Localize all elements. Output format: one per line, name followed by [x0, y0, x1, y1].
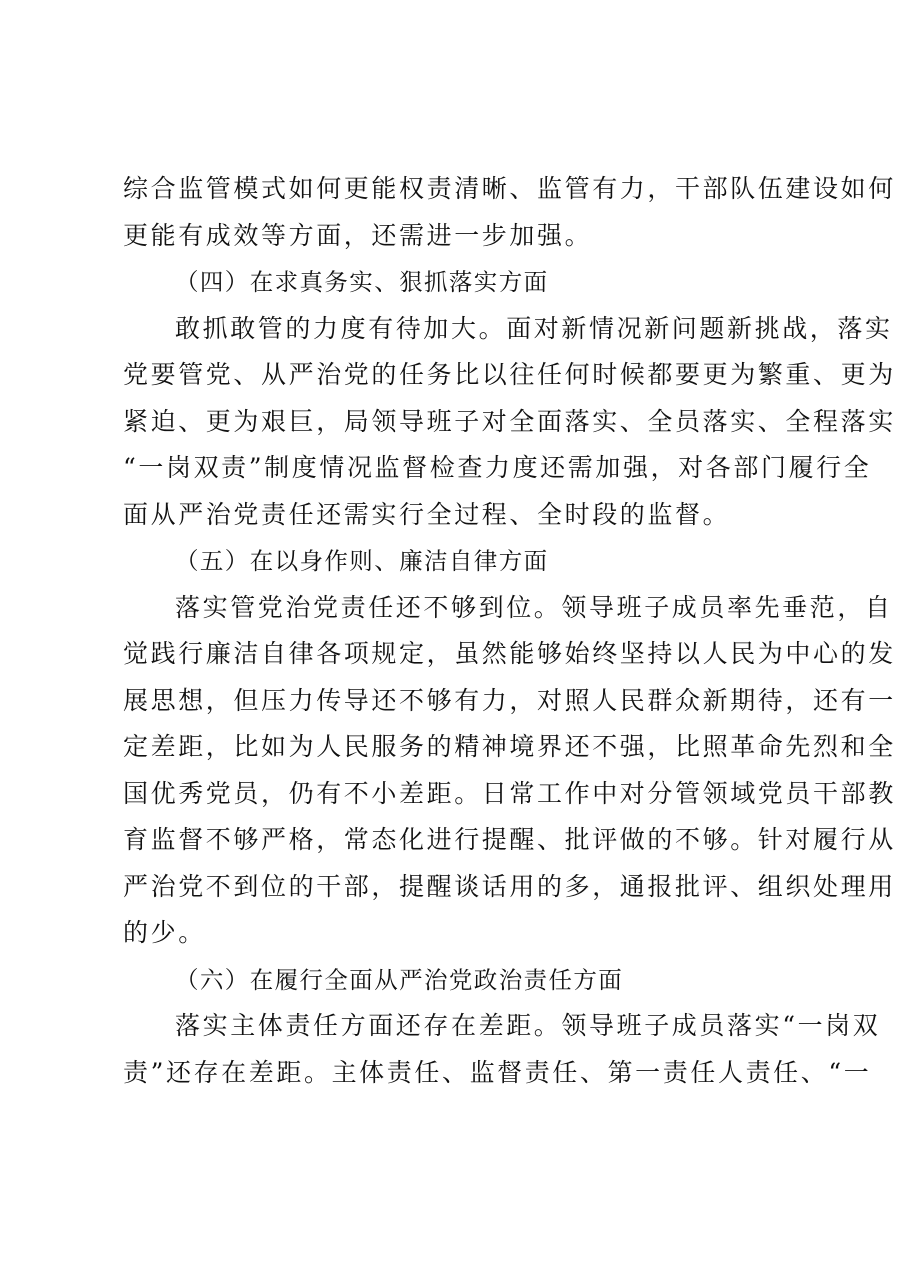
- text-line: “一岗双责”制度情况监督检查力度还需加强，对各部门履行全: [123, 453, 872, 482]
- text-line: 更能有成效等方面，还需进一步加强。: [123, 220, 593, 250]
- document-body: [123, 166, 896, 1096]
- text-line: 敢抓敢管的力度有待加大。面对新情况新问题新挑战，落实: [175, 313, 893, 343]
- text-line: 严治党不到位的干部，提醒谈话用的多，通报批评、组织处理用: [123, 871, 896, 901]
- text-line: 责”还存在差距。主体责任、监督责任、第一责任人责任、“一: [123, 1057, 872, 1087]
- text-line: 紧迫、更为艰巨，局领导班子对全面落实、全员落实、全程落实: [123, 406, 896, 436]
- text-line: 定差距，比如为人民服务的精神境界还不强，比照革命先烈和全: [123, 732, 896, 761]
- heading-text: （五）在以身作则、廉洁自律方面: [175, 547, 549, 575]
- section-heading-5: [123, 538, 803, 585]
- paragraph-section-4: [123, 306, 896, 539]
- text-line: 落实管党治党责任还不够到位。领导班子成员率先垂范，自: [175, 592, 893, 622]
- paragraph-section-6: [123, 1003, 881, 1096]
- text-line: 综合监管模式如何更能权责清晰、监管有力，干部队伍建设如何: [123, 174, 896, 203]
- text-line: 国优秀党员，仍有不小差距。日常工作中对分管领域党员干部教: [123, 778, 896, 808]
- text-line: 落实主体责任方面还存在差距。领导班子成员落实“一岗双: [175, 1011, 881, 1040]
- section-heading-4: [123, 259, 803, 306]
- text-line: 面从严治党责任还需实行全过程、全时段的监督。: [123, 499, 731, 529]
- text-line: 展思想，但压力传导还不够有力，对照人民群众新期待，还有一: [123, 685, 896, 715]
- heading-text: （四）在求真务实、狠抓落实方面: [175, 268, 549, 296]
- paragraph-continuation: [123, 166, 896, 259]
- text-line: 的少。: [123, 918, 206, 947]
- text-line: 觉践行廉洁自律各项规定，虽然能够始终坚持以人民为中心的发: [123, 639, 896, 668]
- heading-text: （六）在履行全面从严治党政治责任方面: [175, 965, 624, 994]
- paragraph-section-5: [123, 585, 896, 957]
- text-line: 育监督不够严格，常态化进行提醒、批评做的不够。针对履行从: [123, 825, 896, 854]
- section-heading-6: [123, 957, 803, 1004]
- text-line: 党要管党、从严治党的任务比以往任何时候都要更为繁重、更为: [123, 360, 896, 389]
